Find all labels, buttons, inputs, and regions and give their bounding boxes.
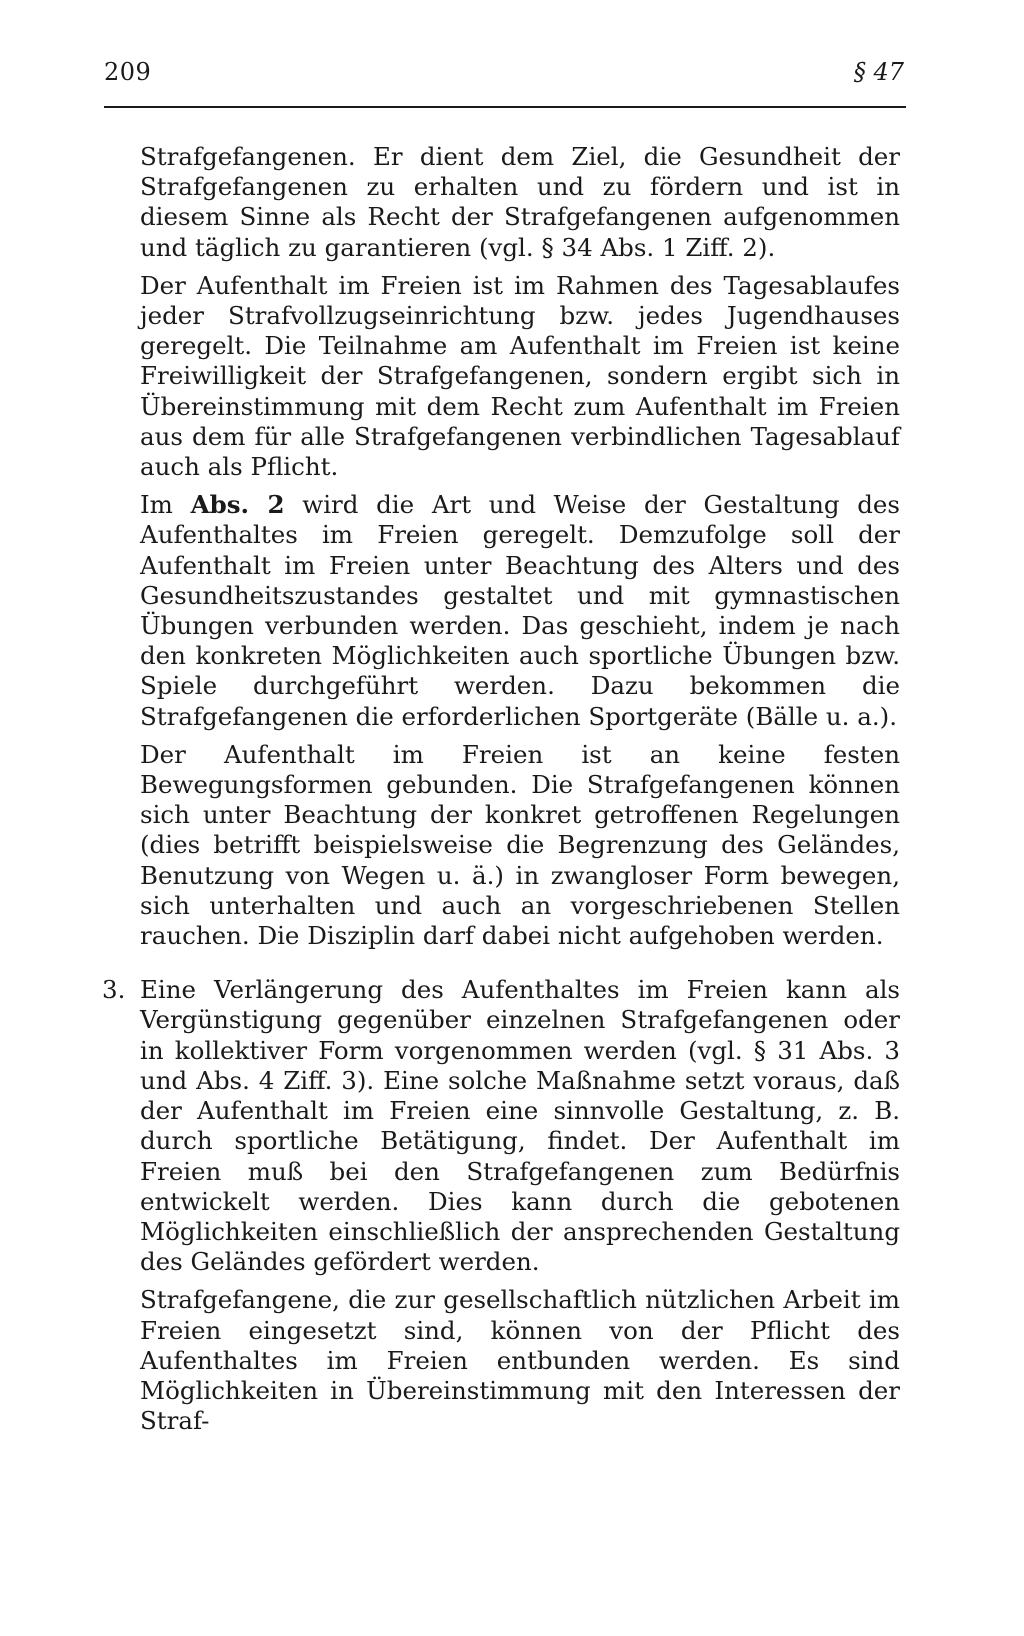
paragraph-5: Eine Verlängerung des Aufenthaltes im Freien kann als Vergünstigung gegenüber einzelnen Strafgefangenen oder in kollektiver Form vorgenommen werden (vgl. § 31 Abs. 3 und Abs. 4 Ziff. 3). Eine solche Maßnahme setzt voraus, daß der Aufenthalt im Freien eine sinnvolle Gestaltung, z. B. durch sportliche Betätigung, findet. Der Aufenthalt im Freien muß bei den Strafgefangenen zum Bedürfnis entwickelt werden. Dies kann durch die gebotenen Möglichkeiten einschließlich der ansprechenden Gestaltung des Geländes gefördert werden. bbox=[140, 975, 900, 1277]
numbered-item-3 bbox=[102, 975, 900, 1277]
item-number: 3. bbox=[102, 975, 126, 1005]
paragraph-3-text: wird die Art und Weise der Gestaltung des Aufenthaltes im Freien geregelt. Demzufolge soll der Aufenthalt im Freien unter Beachtung des Alters und des Gesundheitszustandes gestaltet und mit gymnastischen Übungen verbunden werden. Das geschieht, indem je nach den konkreten Möglichkeiten auch sportliche Übungen bzw. Spiele durchgeführt werden. Dazu bekommen die Strafgefangenen die erforderlichen Sportgeräte (Bälle u. a.). bbox=[140, 490, 900, 731]
paragraph-3-prefix: Im bbox=[140, 490, 191, 520]
page-header bbox=[104, 58, 904, 98]
page-number: 209 bbox=[104, 58, 152, 86]
paragraph-1: Strafgefangenen. Er dient dem Ziel, die Gesundheit der Strafgefangenen zu erhalten und zu fördern und ist in diesem Sinne als Recht der Strafgefangenen aufgenommen und täglich zu garantieren (vgl. § 34 Abs. 1 Ziff. 2). bbox=[140, 142, 900, 262]
body-text bbox=[102, 142, 900, 1444]
paragraph-2: Der Aufenthalt im Freien ist im Rahmen des Tagesablaufes jeder Strafvollzugseinrichtung bzw. jedes Jugendhauses geregelt. Die Teilnahme am Aufenthalt im Freien ist keine Freiwilligkeit der Strafgefangenen, sondern ergibt sich in Übereinstimmung mit dem Recht zum Aufenthalt im Freien aus dem für alle Strafgefangenen verbindlichen Tagesablauf auch als Pflicht. bbox=[140, 270, 900, 482]
header-rule bbox=[104, 106, 906, 108]
section-reference: § 47 bbox=[853, 58, 904, 86]
paragraph-3-bold-reference: Abs. 2 bbox=[190, 490, 285, 520]
paragraph-3 bbox=[140, 490, 900, 732]
paragraph-4: Der Aufenthalt im Freien ist an keine festen Bewegungsformen gebunden. Die Strafgefangenen können sich unter Beachtung der konkret getroffenen Regelungen (dies betrifft beispielsweise die Begrenzung des Geländes, Benutzung von Wegen u. ä.) in zwangloser Form bewegen, sich unterhalten und auch an vorgeschriebenen Stellen rauchen. Die Disziplin darf dabei nicht aufgehoben werden. bbox=[140, 739, 900, 951]
paragraph-6: Strafgefangene, die zur gesellschaftlich nützlichen Arbeit im Freien eingesetzt sind, können von der Pflicht des Aufenthaltes im Freien entbunden werden. Es sind Möglichkeiten in Übereinstimmung mit den Interessen der Straf- bbox=[140, 1285, 900, 1436]
